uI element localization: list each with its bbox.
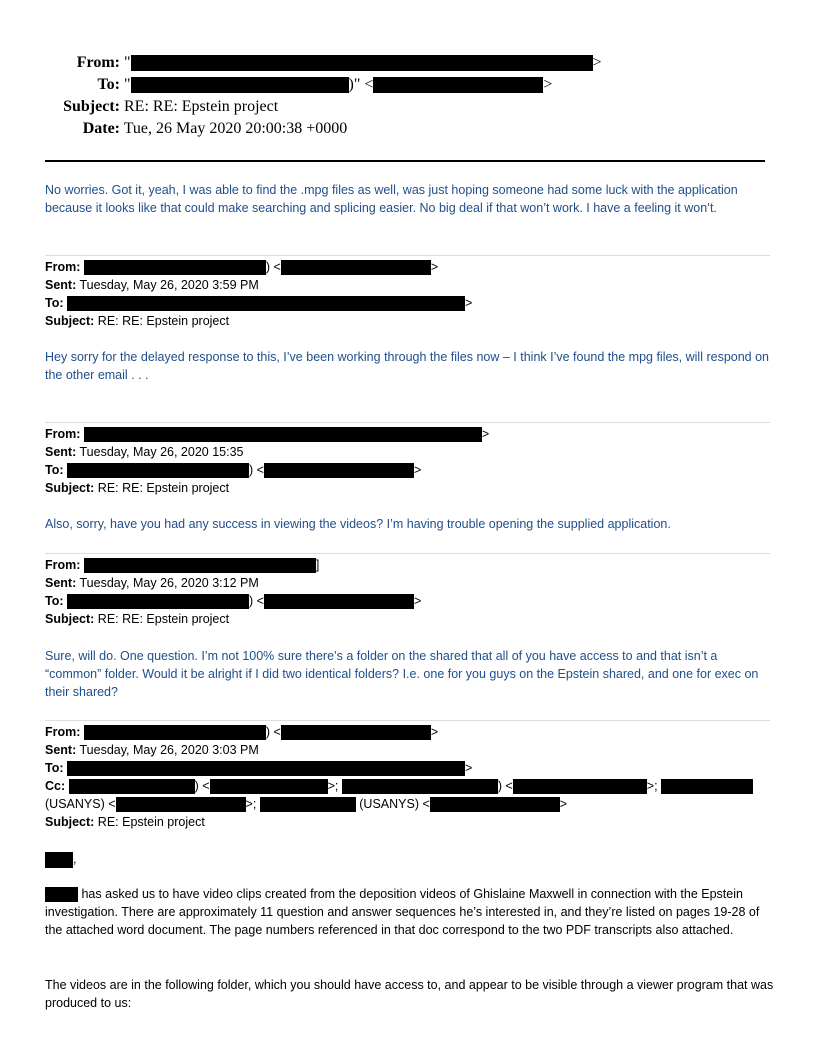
subject-text: RE: RE: Epstein project (97, 314, 230, 328)
subject-text: RE: RE: Epstein project (97, 612, 230, 626)
sent-date: Tuesday, May 26, 2020 3:03 PM (79, 743, 259, 757)
salutation (45, 850, 76, 868)
quoted-1-to (45, 294, 472, 312)
quoted-1-sent (45, 276, 259, 294)
quoted-3-body: Sure, will do. One question. I’m not 100% sure there’s a folder on the shared that all of you have access to and that isn’t a “common” folder. Would it be alright if I did two identical folders? I.e. one for you guys on the Epstein shared, and one for exec on their shared? (45, 649, 759, 699)
quoted-4-cc-cont: (USANYS) < >; (USANYS) < > (45, 797, 568, 811)
redaction (373, 77, 543, 93)
quoted-2-body: Also, sorry, have you had any success in viewing the videos? I’m having trouble opening the supplied application. (45, 517, 671, 531)
punct: >; (245, 797, 257, 811)
redaction (45, 852, 73, 868)
quoted-4-subject (45, 813, 205, 831)
redaction (84, 260, 266, 275)
punct: ) < (194, 779, 210, 793)
sent-label: Sent: (45, 576, 77, 590)
punct: > (465, 761, 473, 775)
header-from-bracket: > (592, 54, 602, 71)
header-to-label: To: (97, 76, 120, 93)
quoted-1-from (45, 258, 438, 276)
subject-label: Subject: (45, 612, 95, 626)
message-divider (45, 720, 770, 721)
header-date: Tue, 26 May 2020 20:00:38 +0000 (123, 120, 348, 137)
quoted-2-from (45, 425, 489, 443)
quoted-3-from (45, 556, 319, 574)
header-date-label: Date: (82, 120, 120, 137)
to-label: To: (45, 761, 64, 775)
punct: > (559, 797, 568, 811)
subject-label: Subject: (45, 481, 95, 495)
sent-label: Sent: (45, 743, 77, 757)
sent-date: Tuesday, May 26, 2020 3:12 PM (79, 576, 259, 590)
punct: ) < (265, 260, 281, 274)
redaction (430, 797, 560, 812)
subject-label: Subject: (45, 314, 95, 328)
header-to-mid: )" < (348, 76, 374, 93)
header-from-row (40, 53, 602, 73)
quoted-1-subject (45, 312, 229, 330)
quoted-4-to (45, 759, 472, 777)
redaction (69, 779, 195, 794)
header-from-label: From: (76, 54, 120, 71)
from-label: From: (45, 725, 81, 739)
header-to-quote: " (124, 76, 131, 93)
punct: > (430, 725, 439, 739)
redaction (513, 779, 647, 794)
redaction (281, 725, 431, 740)
quoted-3-sent (45, 574, 259, 592)
punct: ) < (249, 594, 264, 608)
header-date-row (40, 119, 347, 139)
redaction (210, 779, 328, 794)
header-subject: RE: RE: Epstein project (124, 98, 279, 115)
quoted-4-body-2: The videos are in the following folder, which you should have access to, and appear to be visible through a viewer program that was produced to us: (45, 978, 774, 1010)
body-text: has asked us to have video clips created from the deposition videos of Ghislaine Maxwell in connection with the Epstein investigation. There are approximately 11 question and answer sequences he’s interested in, and they’re listed on pages 19-28 of the attached word document. The page numbers referenced in that doc correspond to the two PDF transcripts also attached. (45, 887, 760, 937)
cc-label: Cc: (45, 779, 66, 793)
quoted-4-from (45, 723, 438, 741)
redaction (45, 887, 78, 902)
punct: ) < (249, 463, 264, 477)
redaction (131, 77, 349, 93)
punct: > (465, 296, 473, 310)
subject-text: RE: RE: Epstein project (97, 481, 230, 495)
redaction (84, 558, 316, 573)
redaction (264, 463, 414, 478)
quoted-4-cc (45, 777, 753, 795)
header-to-row (40, 75, 552, 95)
quoted-4-sent (45, 741, 259, 759)
cc-usanys: (USANYS) (359, 797, 419, 811)
subject-text: RE: Epstein project (97, 815, 205, 829)
message-divider (45, 255, 770, 256)
sent-label: Sent: (45, 445, 77, 459)
message-divider (45, 553, 770, 554)
quoted-4-body-1 (45, 885, 775, 939)
redaction (264, 594, 414, 609)
redaction (661, 779, 753, 794)
reply-body: No worries. Got it, yeah, I was able to find the .mpg files as well, was just hoping someone had some luck with the application because it looks like that could make searching and splicing easier. No big deal if that won’t work. I have a feeling it won’t. (45, 183, 738, 215)
redaction (342, 779, 498, 794)
header-divider (45, 160, 765, 162)
redaction (260, 797, 356, 812)
subject-label: Subject: (45, 815, 95, 829)
redaction (84, 427, 482, 442)
punct: ) < (497, 779, 513, 793)
header-from-quote: " (124, 54, 131, 71)
punct: > (413, 463, 422, 477)
to-label: To: (45, 463, 64, 477)
redaction (67, 463, 249, 478)
header-subject-row (40, 97, 278, 117)
from-label: From: (45, 260, 81, 274)
sent-label: Sent: (45, 278, 77, 292)
punct: ] (315, 558, 320, 572)
redaction (67, 761, 465, 776)
punct: >; (646, 779, 658, 793)
punct: >; (327, 779, 339, 793)
quoted-2-to (45, 461, 421, 479)
header-subject-label: Subject: (63, 98, 120, 115)
from-label: From: (45, 558, 81, 572)
redaction (67, 594, 249, 609)
quoted-1-body: Hey sorry for the delayed response to this, I’ve been working through the files now – I think I’ve found the mpg files, will respond on the other email . . . (45, 350, 770, 382)
quoted-2-subject (45, 479, 229, 497)
punct: > (413, 594, 422, 608)
quoted-2-sent (45, 443, 244, 461)
redaction (84, 725, 266, 740)
quoted-3-subject (45, 610, 229, 628)
from-label: From: (45, 427, 81, 441)
sent-date: Tuesday, May 26, 2020 15:35 (79, 445, 244, 459)
redaction (67, 296, 465, 311)
redaction (281, 260, 431, 275)
punct: ) < (265, 725, 281, 739)
punct: > (481, 427, 490, 441)
header-to-bracket: > (543, 76, 553, 93)
punct: > (430, 260, 439, 274)
message-divider (45, 422, 770, 423)
redaction (116, 797, 246, 812)
salutation-comma: , (73, 852, 77, 866)
to-label: To: (45, 594, 64, 608)
cc-usanys: (USANYS) (45, 797, 105, 811)
quoted-3-to (45, 592, 421, 610)
redaction (131, 55, 593, 71)
sent-date: Tuesday, May 26, 2020 3:59 PM (79, 278, 259, 292)
to-label: To: (45, 296, 64, 310)
